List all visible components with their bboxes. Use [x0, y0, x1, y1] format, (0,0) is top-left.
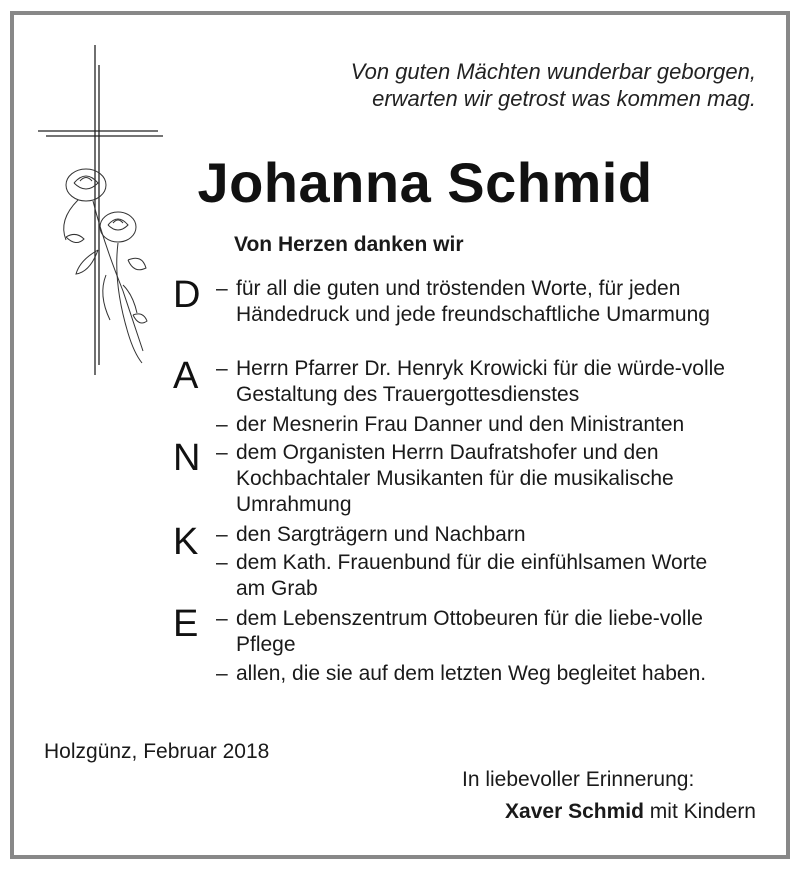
quote — [351, 58, 756, 112]
thanks-item: – den Sargträgern und Nachbarn — [216, 523, 526, 546]
danke-letter-e: E — [173, 603, 199, 645]
danke-letter-d: D — [173, 274, 201, 316]
danke-letter-n: N — [173, 437, 201, 479]
signer — [505, 800, 756, 824]
deceased-name: Johanna Schmid — [197, 151, 653, 214]
danke-letter-a: A — [173, 355, 199, 397]
signer-suffix: mit Kindern — [649, 800, 756, 823]
memory-line: In liebevoller Erinnerung: — [462, 768, 695, 791]
quote-line-2: erwarten wir getrost was kommen mag. — [372, 86, 756, 111]
signer-name: Xaver Schmid — [505, 800, 644, 823]
thanks-item: – Herrn Pfarrer Dr. Henryk Krowicki für die würde-volle Gestaltung des Trauergottesdienstes — [216, 357, 725, 406]
danke-letter-k: K — [173, 521, 199, 563]
thanks-item: – der Mesnerin Frau Danner und den Ministranten — [216, 413, 685, 436]
quote-line-1: Von guten Mächten wunderbar geborgen, — [350, 59, 756, 84]
thanks-item: – dem Lebenszentrum Ottobeuren für die liebe-volle Pflege — [216, 607, 703, 656]
thanks-item: – für all die guten und tröstenden Worte, für jeden Händedruck und jede freundschaftliche Umarmung — [216, 277, 710, 326]
thanks-item: – dem Organisten Herrn Daufratshofer und den Kochbachtaler Musikanten für die musikalische Umrahmung — [216, 441, 674, 516]
place-date: Holzgünz, Februar 2018 — [44, 740, 270, 763]
thanks-intro: Von Herzen danken wir — [234, 233, 464, 256]
thanks-item: – dem Kath. Frauenbund für die einfühlsamen Worte am Grab — [216, 551, 708, 600]
thanks-item: – allen, die sie auf dem letzten Weg begleitet haben. — [216, 662, 707, 685]
